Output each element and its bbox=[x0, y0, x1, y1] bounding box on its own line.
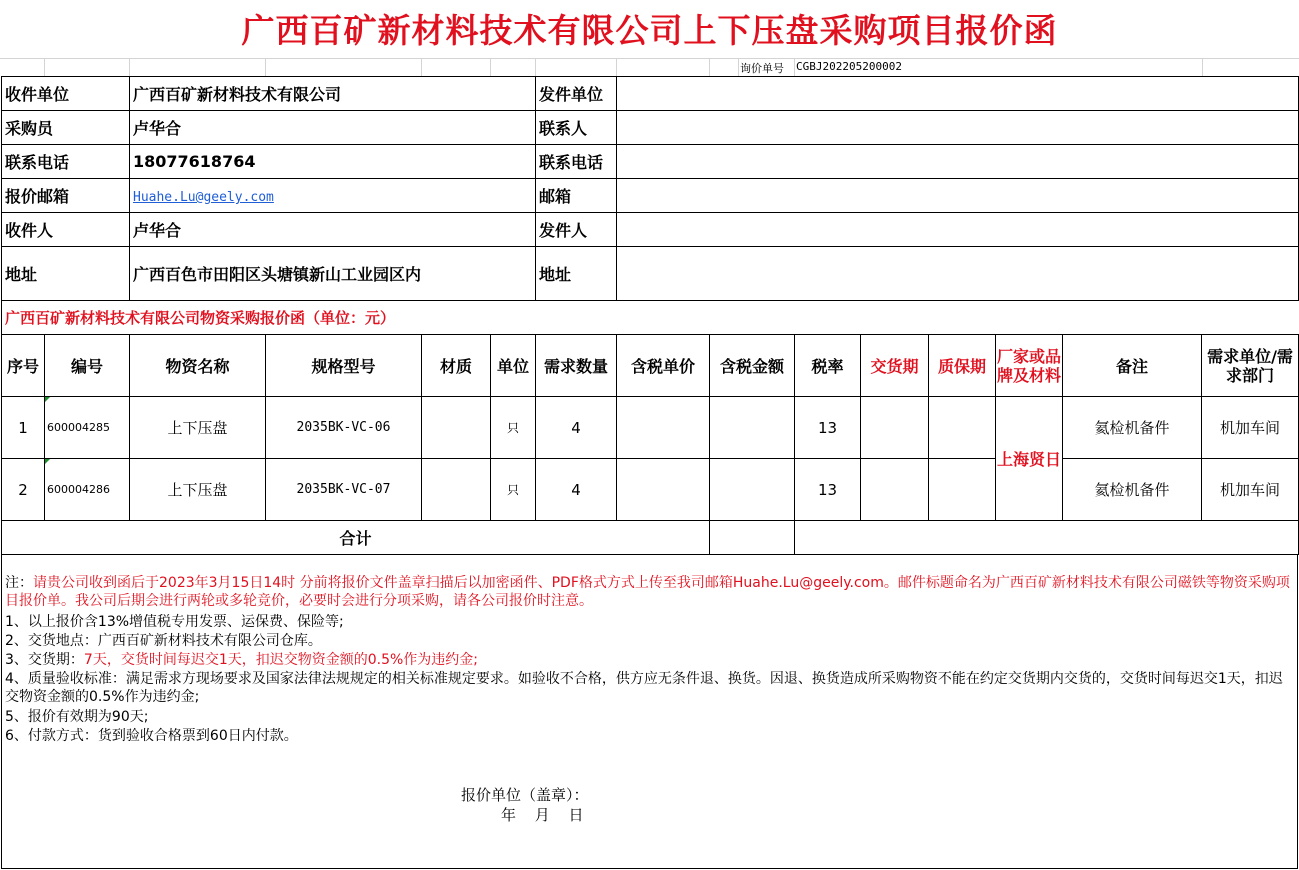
info-label: 收件人 bbox=[2, 213, 130, 247]
note-item: 4、质量验收标准：满足需求方现场要求及国家法律法规规定的相关标准规定要求。如验收不合格，供方应无条件退、换货。因退、换货造成所采购物资不能在约定交货期内交货的，交货时间每迟交1天，扣迟交物资金额的0.5%作为违约金; bbox=[5, 671, 1283, 705]
item-material[interactable] bbox=[422, 397, 491, 459]
inquiry-number: CGBJ202205200002 bbox=[796, 60, 902, 73]
info-row bbox=[2, 77, 1299, 111]
notes-deadline-text: 请贵公司收到函后于2023年3月15日14时 分前将报价文件盖章扫描后以加密函件、PDF格式方式上传至我司邮箱Huahe.Lu@geely.com。邮件标题命名为广西百矿新材料技术有限公司磁铁等物资采购项目报价单。我公司后期会进行两轮或多轮竞价，必要时会进行分项采购，请各公司报价时注意。 bbox=[5, 575, 1290, 609]
table-header-row bbox=[2, 335, 1299, 397]
info-label: 联系电话 bbox=[536, 145, 617, 179]
receiver-address[interactable]: 广西百色市田阳区头塘镇新山工业园区内 bbox=[130, 247, 536, 301]
col-header: 需求单位/需求部门 bbox=[1202, 335, 1299, 397]
item-tax-rate[interactable]: 13 bbox=[795, 459, 861, 521]
item-brand[interactable]: 上海贤日 bbox=[996, 397, 1063, 521]
buyer-name[interactable]: 卢华合 bbox=[130, 111, 536, 145]
signature-label: 报价单位（盖章）： bbox=[461, 786, 589, 804]
sender-name-cell[interactable] bbox=[617, 213, 1299, 247]
info-label: 采购员 bbox=[2, 111, 130, 145]
item-unit-price[interactable] bbox=[617, 459, 710, 521]
col-header: 单位 bbox=[491, 335, 536, 397]
notes-intro bbox=[5, 574, 1295, 610]
col-header: 含税单价 bbox=[617, 335, 710, 397]
info-label: 发件人 bbox=[536, 213, 617, 247]
document-title: 广西百矿新材料技术有限公司上下压盘采购项目报价函 bbox=[241, 11, 1058, 50]
sender-email-cell[interactable] bbox=[617, 179, 1299, 213]
col-header: 编号 bbox=[45, 335, 130, 397]
item-code[interactable]: 600004286 bbox=[45, 459, 130, 521]
note-item: 5、报价有效期为90天; bbox=[5, 709, 149, 725]
item-tax-rate[interactable]: 13 bbox=[795, 397, 861, 459]
info-row bbox=[2, 145, 1299, 179]
col-header: 规格型号 bbox=[266, 335, 422, 397]
section-title: 广西百矿新材料技术有限公司物资采购报价函（单位：元） bbox=[1, 300, 1299, 335]
item-spec[interactable]: 2035BK-VC-06 bbox=[266, 397, 422, 459]
total-amount[interactable] bbox=[710, 521, 795, 555]
note-item: 6、付款方式：货到验收合格票到60日内付款。 bbox=[5, 728, 298, 744]
sender-phone-cell[interactable] bbox=[617, 145, 1299, 179]
info-row bbox=[2, 247, 1299, 301]
sheet-grid-row bbox=[0, 58, 1299, 77]
item-delivery[interactable] bbox=[861, 459, 929, 521]
receiver-name[interactable]: 卢华合 bbox=[130, 213, 536, 247]
item-amount[interactable] bbox=[710, 397, 795, 459]
item-material[interactable] bbox=[422, 459, 491, 521]
col-header: 含税金额 bbox=[710, 335, 795, 397]
item-name[interactable]: 上下压盘 bbox=[130, 459, 266, 521]
info-row bbox=[2, 111, 1299, 145]
info-label: 地址 bbox=[536, 247, 617, 301]
item-remark[interactable]: 氦检机备件 bbox=[1063, 459, 1202, 521]
item-unit-price[interactable] bbox=[617, 397, 710, 459]
contact-person-cell[interactable] bbox=[617, 111, 1299, 145]
item-quantity[interactable]: 4 bbox=[536, 459, 617, 521]
recipient-company[interactable]: 广西百矿新材料技术有限公司 bbox=[130, 77, 536, 111]
item-name[interactable]: 上下压盘 bbox=[130, 397, 266, 459]
col-header: 材质 bbox=[422, 335, 491, 397]
item-amount[interactable] bbox=[710, 459, 795, 521]
info-label: 联系人 bbox=[536, 111, 617, 145]
item-delivery[interactable] bbox=[861, 397, 929, 459]
col-header: 需求数量 bbox=[536, 335, 617, 397]
total-row bbox=[2, 521, 1299, 555]
date-label: 年 月 日 bbox=[501, 806, 584, 824]
col-header: 税率 bbox=[795, 335, 861, 397]
total-remainder bbox=[795, 521, 1299, 555]
table-row bbox=[2, 459, 1299, 521]
info-row bbox=[2, 213, 1299, 247]
info-label: 地址 bbox=[2, 247, 130, 301]
note-item bbox=[5, 651, 1295, 669]
items-table bbox=[1, 334, 1299, 555]
info-label: 发件单位 bbox=[536, 77, 617, 111]
item-spec[interactable]: 2035BK-VC-07 bbox=[266, 459, 422, 521]
info-label: 邮箱 bbox=[536, 179, 617, 213]
col-header: 质保期 bbox=[929, 335, 996, 397]
contact-info-table bbox=[1, 76, 1299, 301]
quote-email-cell bbox=[130, 179, 536, 213]
item-remark[interactable]: 氦检机备件 bbox=[1063, 397, 1202, 459]
table-row bbox=[2, 397, 1299, 459]
info-label: 联系电话 bbox=[2, 145, 130, 179]
notes-prefix: 注： bbox=[5, 575, 33, 591]
item-unit[interactable]: 只 bbox=[491, 397, 536, 459]
item-quantity[interactable]: 4 bbox=[536, 397, 617, 459]
col-header: 物资名称 bbox=[130, 335, 266, 397]
row-number: 1 bbox=[2, 397, 45, 459]
info-row bbox=[2, 179, 1299, 213]
buyer-phone[interactable]: 18077618764 bbox=[130, 145, 536, 179]
sender-company-cell[interactable] bbox=[617, 77, 1299, 111]
col-header: 备注 bbox=[1063, 335, 1202, 397]
item-unit[interactable]: 只 bbox=[491, 459, 536, 521]
note-item: 1、以上报价含13%增值税专用发票、运保费、保险等; bbox=[5, 614, 344, 630]
col-header: 交货期 bbox=[861, 335, 929, 397]
quote-email-link[interactable]: Huahe.Lu@geely.com bbox=[133, 190, 274, 205]
sender-address-cell[interactable] bbox=[617, 247, 1299, 301]
total-label: 合计 bbox=[2, 521, 710, 555]
notes-section bbox=[1, 554, 1298, 869]
row-number: 2 bbox=[2, 459, 45, 521]
col-header: 厂家或品牌及材料 bbox=[996, 335, 1063, 397]
item-code[interactable]: 600004285 bbox=[45, 397, 130, 459]
info-label: 报价邮箱 bbox=[2, 179, 130, 213]
item-warranty[interactable] bbox=[929, 397, 996, 459]
item-department[interactable]: 机加车间 bbox=[1202, 397, 1299, 459]
note-delivery-prefix: 3、交货期： bbox=[5, 652, 84, 668]
col-header: 序号 bbox=[2, 335, 45, 397]
note-item: 2、交货地点：广西百矿新材料技术有限公司仓库。 bbox=[5, 633, 322, 649]
inquiry-number-label: 询价单号 bbox=[740, 62, 784, 75]
item-warranty[interactable] bbox=[929, 459, 996, 521]
item-department[interactable]: 机加车间 bbox=[1202, 459, 1299, 521]
note-delivery-text: 7天，交货时间每迟交1天，扣迟交物资金额的0.5%作为违约金; bbox=[83, 652, 479, 668]
info-label: 收件单位 bbox=[2, 77, 130, 111]
